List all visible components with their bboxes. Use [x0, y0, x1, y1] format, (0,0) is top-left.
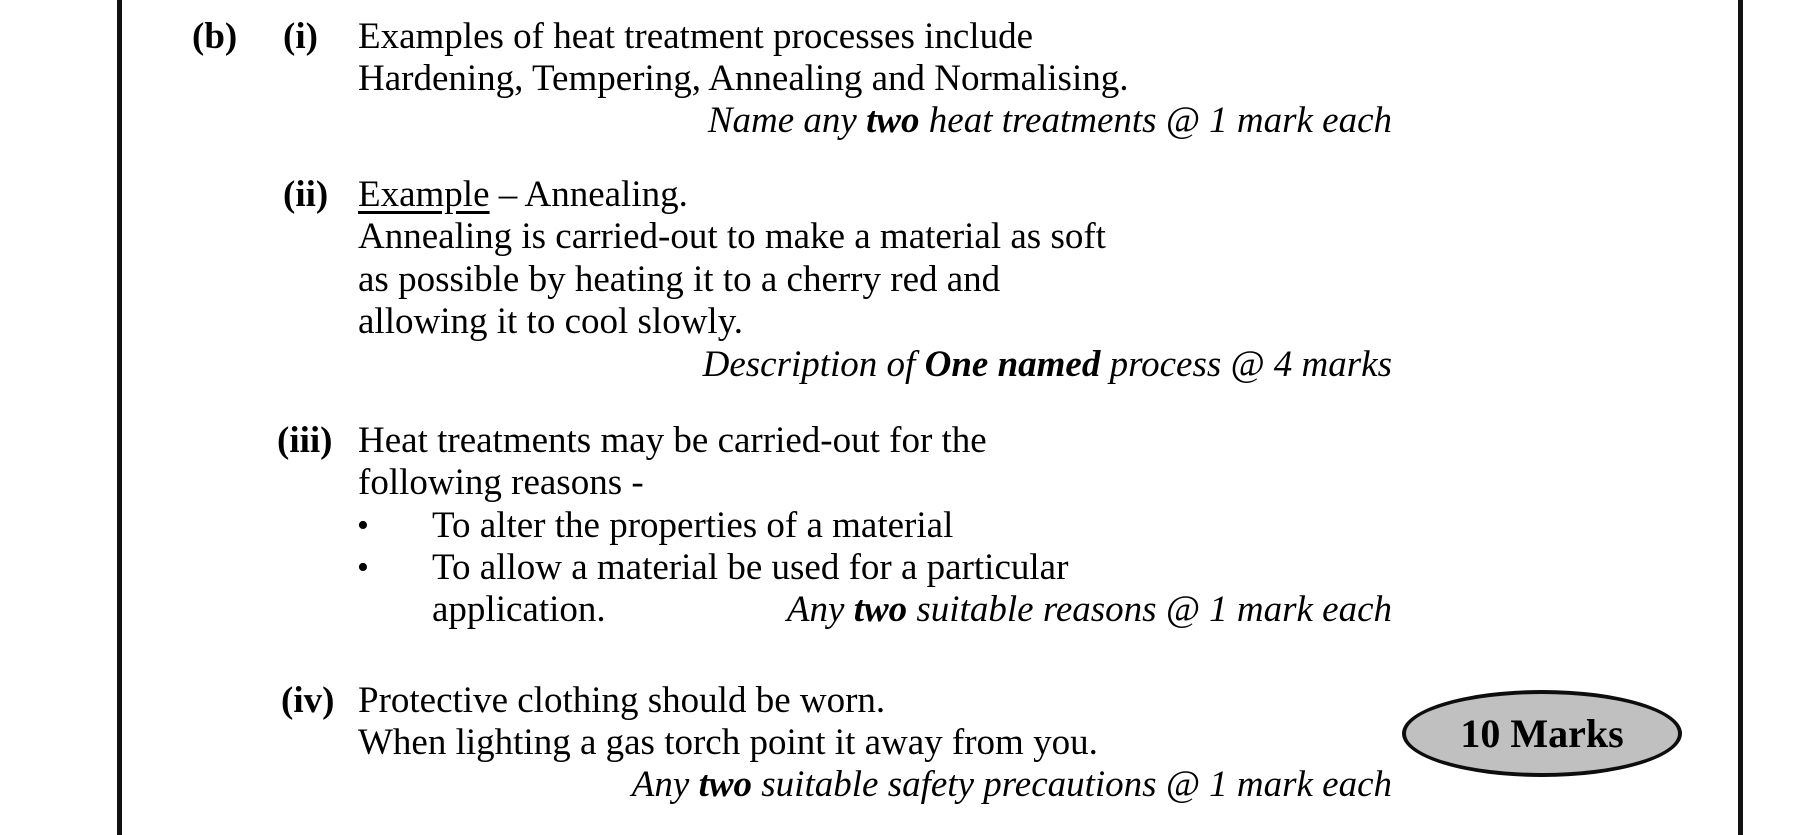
item-ii-line4: allowing it to cool slowly.	[358, 301, 744, 342]
section-b-label: (b)	[192, 16, 238, 57]
note-bold-text: two	[866, 100, 920, 141]
note-text: Description of	[702, 344, 925, 385]
note-text: Any	[786, 589, 854, 630]
item-ii-line1	[358, 173, 688, 216]
bullet-icon: •	[357, 507, 369, 544]
item-iv-line2: When lighting a gas torch point it away from you.	[358, 722, 1098, 763]
note-text: suitable safety precautions @ 1 mark each	[752, 764, 1392, 805]
right-margin-rule	[1738, 0, 1743, 835]
item-iii-bullet2-text-cont: application.	[432, 589, 606, 630]
item-ii-marking-note	[703, 343, 1392, 386]
note-text: Name any	[707, 100, 867, 141]
marks-badge-text: 10 Marks	[1460, 710, 1624, 756]
item-ii-line1-rest: – Annealing.	[489, 174, 688, 215]
note-bold-text: two	[853, 589, 908, 630]
note-bold-text: two	[698, 764, 753, 805]
note-text: suitable reasons @ 1 mark each	[907, 589, 1392, 630]
note-text: process @ 4 marks	[1100, 344, 1392, 385]
item-i-marker: (i)	[283, 16, 318, 57]
note-bold-text: One named	[924, 344, 1101, 385]
item-iii-line1: Heat treatments may be carried-out for the	[358, 420, 987, 461]
item-ii-line3: as possible by heating it to a cherry red and	[358, 259, 1001, 300]
item-i-line2: Hardening, Tempering, Annealing and Normalising.	[358, 58, 1129, 99]
marks-badge	[1402, 690, 1682, 777]
item-ii-marker: (ii)	[283, 174, 329, 215]
item-iv-marker: (iv)	[281, 680, 335, 721]
item-iii-marking-note	[787, 588, 1392, 631]
item-iii-marker: (iii)	[277, 420, 333, 461]
item-iv-marking-note	[632, 763, 1392, 806]
item-iii-bullet1-text: To alter the properties of a material	[432, 505, 954, 546]
item-i-line1: Examples of heat treatment processes include	[358, 16, 1033, 57]
left-margin-rule	[117, 0, 122, 835]
item-iv-line1: Protective clothing should be worn.	[358, 680, 886, 721]
item-iii-bullet2-text: To allow a material be used for a particular	[432, 547, 1069, 588]
item-i-marking-note	[708, 99, 1392, 142]
note-text: Any	[631, 764, 699, 805]
note-text: heat treatments @ 1 mark each	[919, 100, 1392, 141]
item-ii-underlined-word: Example	[358, 174, 490, 215]
item-ii-line2: Annealing is carried-out to make a material as soft	[358, 216, 1106, 257]
item-iii-line2: following reasons -	[358, 462, 644, 503]
bullet-icon: •	[357, 549, 369, 586]
